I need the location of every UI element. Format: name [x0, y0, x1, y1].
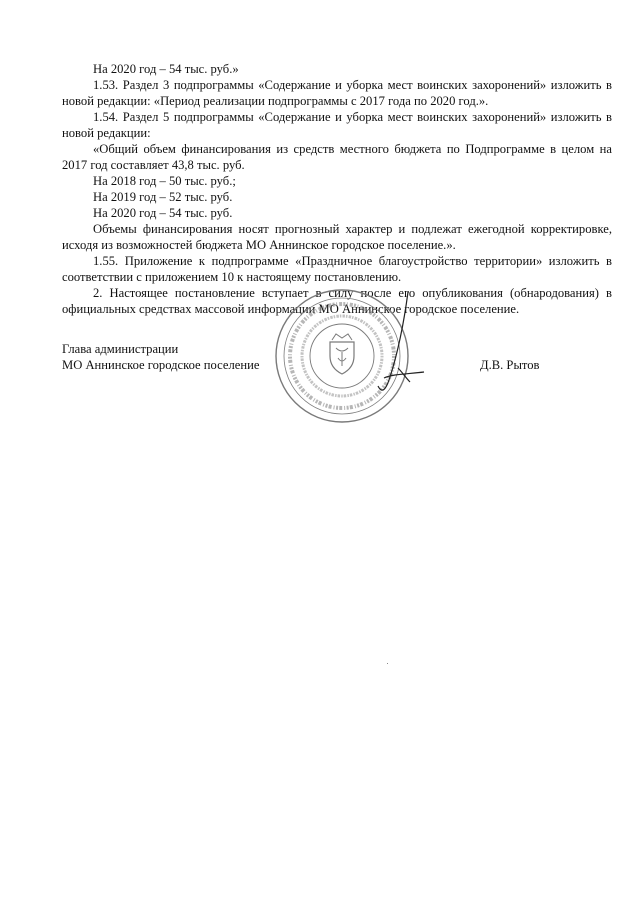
text-line: 1.53. Раздел 3 подпрограммы «Содержание и уборка мест воинских захоронений» изложить в	[93, 78, 612, 92]
text-line: новой редакции: «Период реализации подпрограммы с 2017 года по 2020 год.».	[62, 94, 489, 108]
text-line: На 2020 год – 54 тыс. руб.	[93, 206, 233, 220]
text-line: 1.55. Приложение к подпрограмме «Праздничное благоустройство территории» изложить в	[93, 254, 612, 268]
signer-name: Д.В. Рытов	[480, 358, 540, 372]
position-title: Глава администрации	[62, 342, 179, 356]
text-line: «Общий объем финансирования из средств местного бюджета по Подпрограмме в целом на	[93, 142, 612, 156]
scan-speck	[387, 663, 388, 664]
text-line: 2. Настоящее постановление вступает в силу после его опубликования (обнародования) в	[93, 286, 612, 300]
text-line: На 2018 год – 50 тыс. руб.;	[93, 174, 236, 188]
text-line: Объемы финансирования носят прогнозный характер и подлежат ежегодной корректировке,	[93, 222, 612, 236]
text-line: 2017 год составляет 43,8 тыс. руб.	[62, 158, 245, 172]
text-line: На 2019 год – 52 тыс. руб.	[93, 190, 233, 204]
text-line: соответствии с приложением 10 к настоящему постановлению.	[62, 270, 402, 284]
text-line: На 2020 год – 54 тыс. руб.»	[93, 62, 239, 76]
text-line: 1.54. Раздел 5 подпрограммы «Содержание и уборка мест воинских захоронений» изложить в	[93, 110, 612, 124]
text-line: официальных средствах массовой информации МО Аннинское городское поселение.	[62, 302, 520, 316]
text-line: новой редакции:	[62, 126, 151, 140]
organization-name: МО Аннинское городское поселение	[62, 358, 260, 372]
text-line: исходя из возможностей бюджета МО Аннинское городское поселение.».	[62, 238, 456, 252]
official-seal-stamp	[258, 282, 426, 430]
